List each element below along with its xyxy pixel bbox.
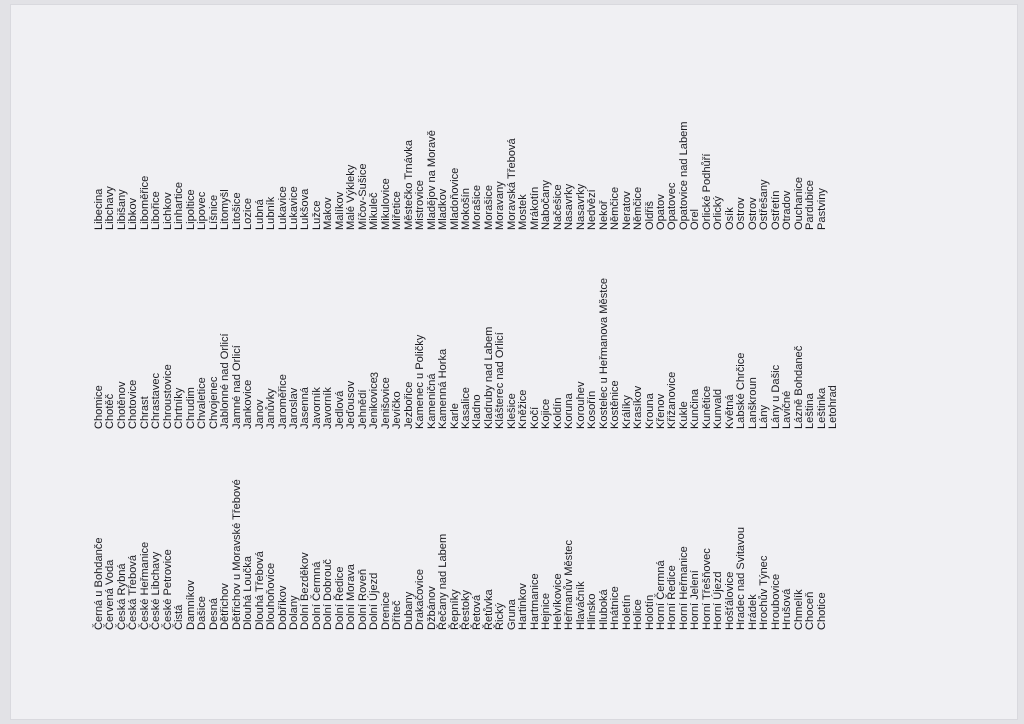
list-item: Moravská Třebová <box>505 138 518 230</box>
list-item: Lanškroun <box>746 377 759 429</box>
list-item: Mikuleč <box>368 192 381 230</box>
list-item: Janůvky <box>265 388 278 429</box>
list-item: Ouchanice <box>792 176 805 230</box>
list-item: Heřmanův Městec <box>563 539 576 630</box>
list-item: Hošťálovice <box>723 571 736 630</box>
list-item: Krasíkov <box>632 385 645 429</box>
list-item: Dolní Čermná <box>310 561 323 630</box>
list-item: Líšnice <box>207 194 220 230</box>
list-item: Mokošín <box>460 188 472 230</box>
list-item: Chotěč <box>104 393 117 429</box>
list-item: Dlouhoňovice <box>265 562 278 630</box>
names-column-2 <box>94 278 839 429</box>
list-item: Drenice <box>379 591 392 630</box>
list-item: Jamné nad Orlicí <box>230 345 243 429</box>
list-item: Libořice <box>150 191 163 230</box>
list-item: Dolní Ředice <box>333 566 346 630</box>
list-item: Opatovec <box>666 182 679 230</box>
list-item: Kasalice <box>460 387 472 429</box>
list-item: Koldín <box>551 397 564 429</box>
list-item: Džbánov <box>425 586 438 630</box>
list-item: Lubná <box>253 199 266 230</box>
list-item: Horní Třešňovec <box>700 548 713 630</box>
list-item: Kojice <box>540 398 553 429</box>
list-item: Chrudim <box>184 387 197 429</box>
list-item: Orel <box>689 209 702 230</box>
list-item: České Libchavy <box>150 551 163 630</box>
list-item: Řetová <box>471 594 484 630</box>
list-item: Česká Třebová <box>127 554 140 630</box>
list-item: Leština <box>804 393 817 429</box>
list-item: Horní Újezd <box>712 571 725 630</box>
list-item: Malíkov <box>333 191 346 230</box>
list-item: Opatovice nad Labem <box>677 121 690 230</box>
list-item: Mladoňovice <box>448 167 461 230</box>
list-item: Chvaletice <box>196 377 209 429</box>
list-item: České Heřmanice <box>138 541 151 630</box>
list-item: Lukavice <box>276 186 289 230</box>
list-item: Desná <box>207 597 220 630</box>
list-item: Osík <box>723 207 736 230</box>
list-item: Labské Chrčice <box>735 352 748 429</box>
list-item: Javorník <box>322 387 335 429</box>
list-item: Klášterec nad Orlicí <box>494 332 507 429</box>
list-item: Morašice <box>482 184 495 230</box>
list-item: Řečany nad Labem <box>437 533 450 630</box>
list-item: Dolany <box>287 595 300 630</box>
list-item: Hrochův Týnec <box>758 555 771 630</box>
list-item: Nedvězí <box>586 189 599 230</box>
list-item: Holotín <box>643 594 656 630</box>
list-item: Letohrad <box>827 385 839 429</box>
list-item: Oldřiš <box>643 201 656 230</box>
list-item: Chotice <box>815 592 828 630</box>
list-item: Němčice <box>609 186 622 230</box>
list-item: Kunětice <box>700 385 713 429</box>
list-item: Dlouhá Loučka <box>242 555 255 630</box>
list-item: Miřetice <box>391 191 404 230</box>
list-item: Jehnědí <box>356 389 369 429</box>
list-item: Lány u Dašic <box>769 364 782 429</box>
list-item: Korouhev <box>574 381 587 429</box>
list-item: Neratov <box>620 191 633 230</box>
list-item: Litomyšl <box>219 189 232 230</box>
list-item: Česká Rybná <box>115 563 128 630</box>
list-item: Leštinka <box>815 387 828 429</box>
list-item: Lány <box>758 404 771 429</box>
list-item: Hnátnice <box>609 586 622 630</box>
list-item: Hartinkov <box>517 583 530 630</box>
list-item: Pastviny <box>815 188 828 230</box>
list-item: Lukšova <box>299 188 312 230</box>
list-item: Lipoltice <box>184 189 197 230</box>
list-item: Dětřichov <box>219 583 232 630</box>
list-item: Otradov <box>781 190 794 230</box>
list-item: Jedlová <box>333 390 346 429</box>
list-item: Chvojenec <box>207 376 220 429</box>
list-item: Mladkov <box>437 188 450 230</box>
list-item: Jenišovice <box>379 377 392 429</box>
list-item: Dlouhá Třebová <box>253 551 266 630</box>
list-item: Hartmanice <box>528 573 541 630</box>
list-item: Chotěnov <box>115 381 128 429</box>
page-number: 3 <box>369 371 382 379</box>
list-item: Makov <box>322 197 335 230</box>
list-item: Řický <box>494 602 507 630</box>
list-item: Linhartice <box>173 181 186 230</box>
list-item: Litošice <box>230 192 243 230</box>
list-item: Opatov <box>654 194 667 230</box>
list-item: Krouna <box>643 393 656 429</box>
list-item: Řestoky <box>460 589 472 630</box>
list-item: Malé Výkleky <box>345 164 358 230</box>
list-item: Mostek <box>517 194 530 230</box>
list-item: Libecina <box>93 188 105 230</box>
list-item: Dolní Bezděkov <box>299 552 312 630</box>
list-item: Mladějov na Moravě <box>425 130 438 230</box>
list-item: Čistá <box>173 604 186 630</box>
list-item: Němčice <box>632 186 645 230</box>
list-item: Chrast <box>138 396 151 429</box>
list-item: Ostřetín <box>769 190 782 230</box>
list-item: Králíky <box>620 395 633 429</box>
list-item: Ostřešany <box>758 179 771 230</box>
list-item: Karle <box>448 403 461 429</box>
list-item: Květná <box>723 394 736 429</box>
list-item: Kladruby nad Labem <box>482 326 495 429</box>
list-item: Jevíčko <box>391 391 404 429</box>
list-item: Jablonné nad Orlicí <box>219 333 232 429</box>
list-item: Orlické Podhůří <box>700 153 713 230</box>
list-item: Horní Ředice <box>666 565 679 630</box>
list-item: Klešice <box>505 393 518 429</box>
list-item: Kladno <box>471 394 484 429</box>
names-column-1 <box>94 479 828 630</box>
list-item: Lubník <box>265 196 278 230</box>
list-item: Městečko Trnávka <box>402 139 415 230</box>
list-item: Hejnice <box>540 593 553 630</box>
list-item: Lavičné <box>781 390 794 429</box>
names-column-3 <box>94 121 828 230</box>
list-item: Dolní Újezd <box>368 572 381 630</box>
list-item: České Petrovice <box>161 549 174 630</box>
list-item: Lozice <box>242 197 255 230</box>
list-item: Křižanovice <box>666 371 679 429</box>
list-item: Jezbořice <box>402 381 415 429</box>
list-item: Libišany <box>115 189 128 230</box>
list-item: Kočí <box>528 406 541 429</box>
list-item: Kosořín <box>586 390 599 429</box>
rotated-content <box>10 4 1018 720</box>
list-item: Dolní Morava <box>345 564 358 630</box>
list-item: Dubany <box>402 591 415 630</box>
list-item: Kunvald <box>712 388 725 429</box>
list-item: Řepníky <box>448 589 461 630</box>
list-item: Míčov-Sušice <box>356 163 369 230</box>
list-item: Chotovice <box>127 379 140 429</box>
list-item: Jeďousov <box>345 380 358 429</box>
list-item: Liboměřice <box>138 175 151 230</box>
list-item: Chrastavec <box>150 372 163 429</box>
list-item: Kostelec u Heřmanova Městce <box>597 277 610 429</box>
list-item: Helvíkovice <box>551 573 564 630</box>
list-item: Hlinsko <box>586 593 599 630</box>
list-item: Kukle <box>677 401 690 429</box>
list-item: Dětřichov u Moravské Třebové <box>230 479 243 630</box>
list-item: Hroubovice <box>769 573 782 630</box>
list-item: Chmelík <box>792 589 805 630</box>
list-item: Lužce <box>310 200 323 230</box>
list-item: Hrušová <box>781 588 794 630</box>
list-item: Holice <box>632 599 645 630</box>
list-item: Hradec nad Svitavou <box>735 527 748 630</box>
list-item: Drakačovice <box>414 568 427 630</box>
list-item: Kameničná <box>425 373 438 429</box>
list-item: Hluboká <box>597 589 610 630</box>
list-item: Nekoř <box>597 200 610 230</box>
list-item: Lipovec <box>196 191 209 230</box>
list-item: Červená Voda <box>104 559 117 630</box>
list-item: Kunčina <box>689 388 702 429</box>
list-item: Hrádek <box>746 594 759 630</box>
list-item: Orlický <box>712 196 725 230</box>
list-item: Černá u Bohdanče <box>93 537 105 630</box>
list-item: Dříteč <box>391 600 404 630</box>
list-item: Nasavrky <box>574 183 587 230</box>
list-item: Ostrov <box>735 197 748 230</box>
list-item: Mikulovice <box>379 178 392 230</box>
list-item: Mistrovice <box>414 180 427 230</box>
list-item: Dolní Dobrouč <box>322 559 335 630</box>
list-item: Koruna <box>563 393 576 429</box>
list-item: Dolní Roveň <box>356 568 369 630</box>
list-item: Holetín <box>620 594 633 630</box>
list-item: Jaroslav <box>287 387 300 429</box>
list-item: Damníkov <box>184 580 197 630</box>
list-item: Horní Čermná <box>654 560 667 630</box>
list-item: Horní Jelení <box>689 570 702 630</box>
list-item: Dašice <box>196 596 209 630</box>
list-item: Hlaváčník <box>574 581 587 630</box>
list-item: Pardubice <box>804 180 817 230</box>
list-item: Choceň <box>804 591 817 630</box>
list-item: Libkov <box>127 197 140 230</box>
list-item: Dobříkov <box>276 585 289 630</box>
list-item: Gruna <box>505 599 518 630</box>
list-item: Jaroměřice <box>276 374 289 429</box>
list-item: Chroustovice <box>161 364 174 429</box>
list-item: Nasavrky <box>563 183 576 230</box>
list-item: Horní Heřmanice <box>677 546 690 630</box>
list-item: Javorník <box>310 387 323 429</box>
list-item: Morašice <box>471 184 484 230</box>
list-item: Kamenec u Poličky <box>414 334 427 429</box>
list-item: Lichkov <box>161 192 174 230</box>
list-item: Lukavice <box>287 186 300 230</box>
list-item: Lázně Bohdaneč <box>792 345 805 429</box>
list-item: Jankovice <box>242 379 255 429</box>
list-item: Křenov <box>654 393 667 429</box>
list-item: Řetůvka <box>482 589 495 630</box>
list-item: Jenikovice <box>368 377 381 429</box>
list-item: Janov <box>253 399 266 429</box>
list-item: Kostěnice <box>609 380 622 429</box>
list-item: Libchavy <box>104 186 117 230</box>
list-item: Nabočany <box>540 180 553 230</box>
list-item: Moravany <box>494 181 507 230</box>
list-item: Kamenná Horka <box>437 348 450 429</box>
document-page <box>10 4 1018 720</box>
list-item: Načešice <box>551 184 564 230</box>
list-item: Mrákotín <box>528 186 541 230</box>
list-item: Jasenná <box>299 387 312 429</box>
list-item: Kněžice <box>517 389 530 429</box>
list-item: Ostrov <box>746 197 759 230</box>
list-item: Chrtníky <box>173 387 186 429</box>
list-item: Chomice <box>93 385 105 429</box>
